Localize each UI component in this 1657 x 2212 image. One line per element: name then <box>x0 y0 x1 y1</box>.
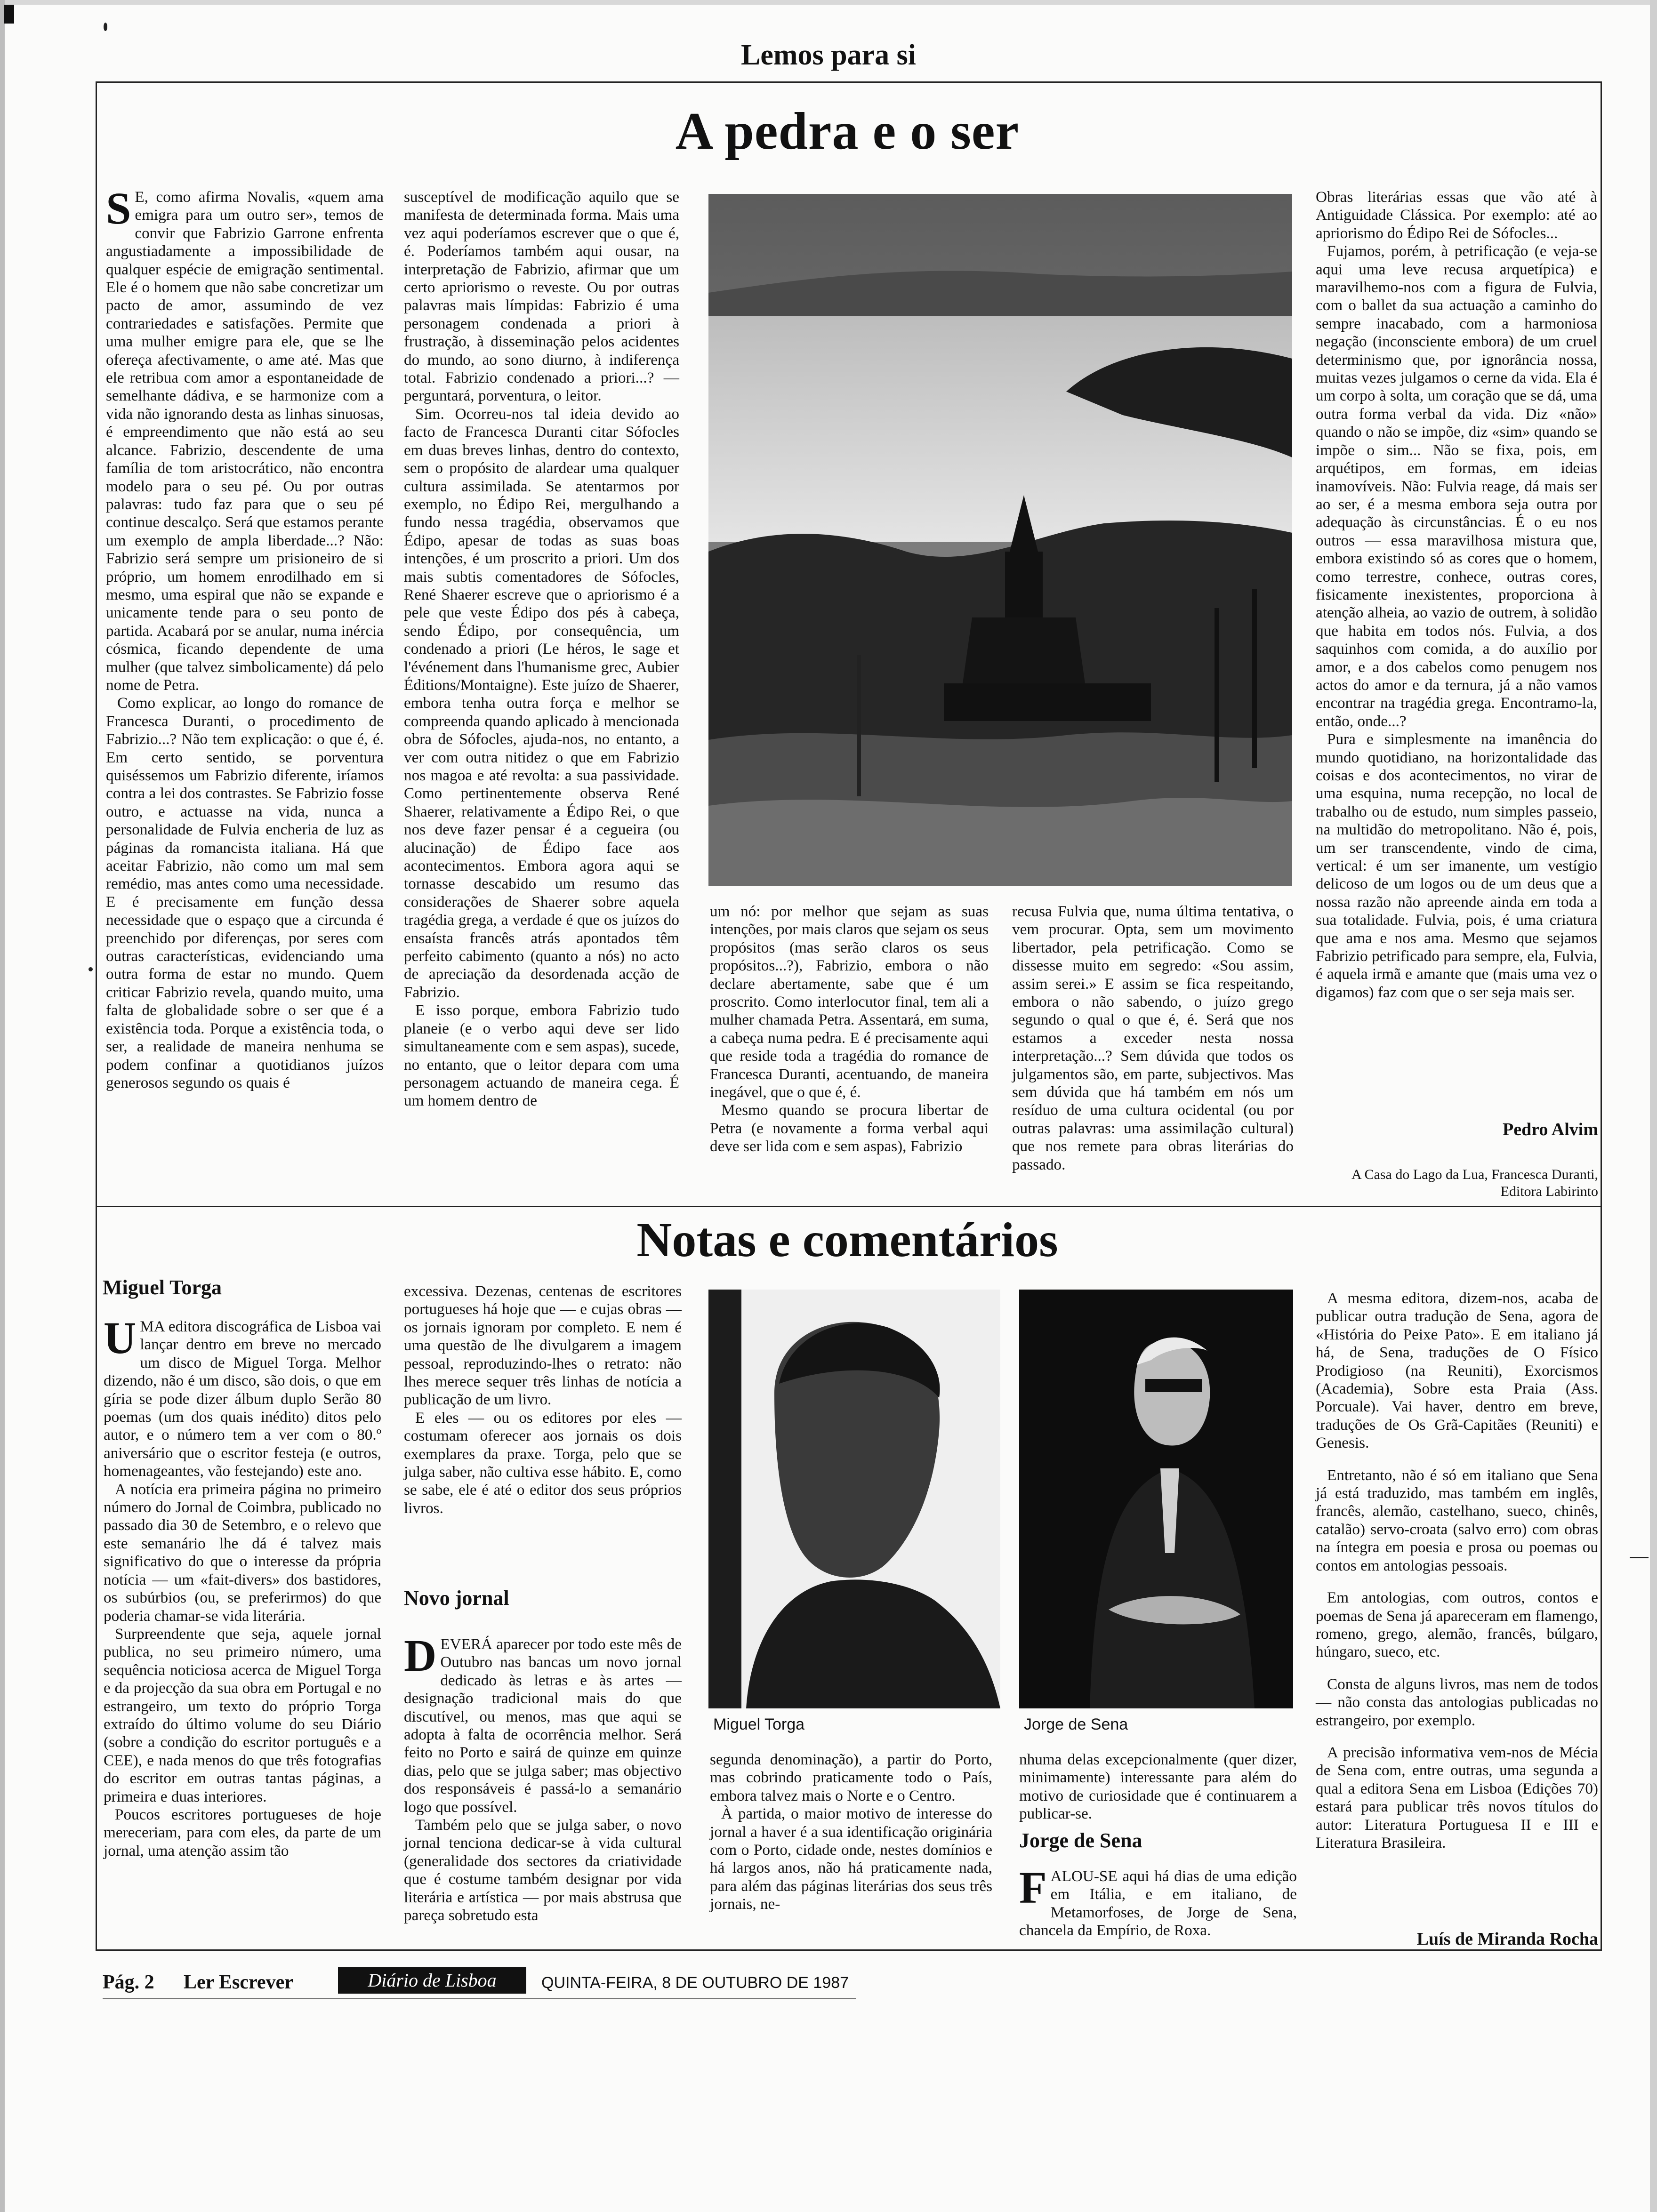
section-kicker: Lemos para si <box>741 39 916 71</box>
torga-column-1 <box>104 1313 381 1860</box>
page-number: Pág. 2 <box>103 1972 154 1993</box>
scan-edge-right <box>1650 0 1657 2212</box>
dropcap: S <box>106 183 131 233</box>
book-source-line1: A Casa do Lago da Lua, Francesca Duranti, <box>1351 1167 1598 1182</box>
footer-rule <box>103 1998 856 1999</box>
paragraph: nhuma delas excepcionalmente (quer dizer, minimamente) interessante para além do motivo de curiosidade que é continuarem a publicar-se. <box>1019 1751 1297 1823</box>
paragraph: Consta de alguns livros, mas nem de todos — não consta das antologias publicadas no estrangeiro, por exemplo. <box>1316 1675 1598 1729</box>
paragraph: Também pelo que se julga saber, o novo jornal tenciona dedicar-se à vida cultural (generalidade dos sectores da criatividade que é costume também designar por vida literária e artística — por mais abstrusa que pareça sobretudo esta <box>404 1816 682 1924</box>
church-lake-illustration <box>708 194 1292 886</box>
paragraph: Em antologias, com outros, contos e poemas de Sena já apareceram em flamengo, romeno, grego, alemão, francês, búlgaro, húngaro, sueco, etc. <box>1316 1589 1598 1661</box>
scan-edge-top <box>0 0 1657 5</box>
paragraph: A mesma editora, dizem-nos, acaba de publicar outra tradução de Sena, agora de «História do Peixe Pato». E em italiano já há, de Sena, traduções de O Físico Prodigioso (na Reuniti), Exorcismos (Academia), Sobre esta Praia (Ass. Porcuale). Vai haver, dentro em breve, traduções de Os Grã-Capitães (Reuniti) e Genesis. <box>1316 1290 1598 1452</box>
torga-column-2 <box>404 1282 682 1517</box>
paragraph: recusa Fulvia que, numa última tentativa, o vem procurar. Opta, sem um movimento libertador, pela petrificação. Como se dissesse muito em segredo: «Sou assim, assim serei.» E assim se fica respeitando, embora o não sabendo, o juízo grego segundo o qual o que é, é. Será que nos estamos a exceder nesta nossa interpretação...? Sem dúvida que todos os julgamentos são, em parte, subjectivos. Mas sem dúvida que há também em nós um resíduo de uma cultura ocidental (ou por outras palavras: uma assimilação cultural) que nos remete para obras literárias do passado. <box>1012 903 1294 1173</box>
paragraph: susceptível de modificação aquilo que se manifesta de determinada forma. Mais uma vez aqui poderíamos escrever que o que é, é. Poderíamos também aqui ousar, na interpretação de Fabrizio, afirmar que um certo apriorismo o reveste. Ou por outras palavras mais límpidas: Fabrizio é uma personagem condenada a priori à frustração, à disseminação pelos acidentes do mundo, ao sono diurno, à indiferença total. Fabrizio condenado a priori...? — perguntará, porventura, o leitor. <box>404 188 679 405</box>
miguel-torga-photo <box>708 1290 1000 1708</box>
book-source-line2: Editora Labirinto <box>1500 1184 1598 1199</box>
paragraph: Obras literárias essas que vão até à Antiguidade Clássica. Por exemplo: até ao apriorismo do Édipo Rei de Sófocles... <box>1316 188 1597 242</box>
article-column-2 <box>404 188 679 1110</box>
paragraph: excessiva. Dezenas, centenas de escritores portugueses há hoje que — e cujas obras — os jornais ignoram por completo. E nem é uma questão de lhe divulgarem a imagem pessoal, reproduzindo-lhes o retrato: não lhes merece sequer três linhas de notícia a publicação de um livro. <box>404 1282 682 1409</box>
dropcap: U <box>104 1313 137 1363</box>
paragraph: Como explicar, ao longo do romance de Francesca Duranti, o procedimento de Fabrizio...? Não tem explicação: o que é, é. Em certo sentido, se porventura quiséssemos um Fabrizio diferente, iríamos contra a lei dos contrastes. Se Fabrizio fosse outro, e actuasse na vida, nunca a personalidade de Fulvia encheria de luz as páginas da romancista italiana. Há que aceitar Fabrizio, não como um mal sem remédio, mas antes como uma necessidade. E é precisamente em função dessa necessidade que o espaço que a circunda é preenchido por diferenças, por seres com outras características, evidenciando uma outra forma de estar no mundo. Quem criticar Fabrizio revela, quando muito, uma falta de globalidade sobre o ser que é a existência toda. Porque a existência toda, o ser, a realidade de maneira nenhuma se podem confinar a quotidianos juízos generosos segundo os quais é <box>106 694 384 1091</box>
jornal-heading: Novo jornal <box>404 1587 509 1610</box>
jornal-column-continued <box>710 1751 992 1914</box>
article-column-4 <box>1012 903 1294 1174</box>
paragraph: segunda denominação), a partir do Porto, mas cobrindo praticamente todo o País, embora talvez mais o Norte e o Centro. <box>710 1751 992 1804</box>
book-source <box>1316 1166 1598 1200</box>
sena-portrait <box>1019 1290 1293 1708</box>
section-title: Notas e comentários <box>636 1213 1058 1267</box>
scan-edge-left <box>0 0 5 2212</box>
paragraph: Pura e simplesmente na imanência do mundo quotidiano, na horizontalidade das coisas e dos acontecimentos, no virar de uma esquina, numa recepção, no local de trabalho ou de estudo, num simples passeio, na multidão do metropolitano. Não é, pois, um ser transcendente, vindo de cima, vertical: é um ser imanente, um vestígio delicoso de um logos ou de um deus que a nossa razão não apreende ainda em toda a sua totalidade. Fulvia, pois, é uma criatura que ama e nos ama. Mesmo que sejamos Fabrizio petrificado para sempre, ela, Fulvia, é aquela irmã e amante que (mais uma vez o digamos) faz com que o ser seja mais ser. <box>1316 730 1597 1001</box>
paragraph: Entretanto, não é só em italiano que Sena já está traduzido, mas também em inglês, francês, alemão, castelhano, sueco, chinês, catalão) servo-croata (salvo erro) com obras na íntegra em poesia e prosa ou poemas ou contos em antologias pessoais. <box>1316 1466 1598 1574</box>
paragraph: EVERÁ aparecer por todo este mês de Outubro nas bancas um novo jornal dedicado às letras e às artes — designação tradicional mais do que discutível, ou menos, mas que aqui se adopta à falta de ocorrência melhor. Será feito no Porto e sairá de quinze em quinze dias, pelo que se julga saber; mas objectivo dos responsáveis é passá-lo a semanário logo que possível. <box>404 1635 682 1816</box>
scan-speck <box>4 5 14 24</box>
paragraph: E, como afirma Novalis, «quem ama emigra para um outro ser», temos de convir que Fabrizio Garrone enfrenta angustiadamente a impossibilidade de qualquer espécie de emigração sentimental. Ele é o homem que não sabe concretizar um pacto de amor, assumindo de vez contrariedades e satisfações. Permite que uma mulher emigre para ele, que se lhe ofereça afectivamente, o ame até. Mas que ele retribua com amor a espontaneidade de semelhante dádiva, e se harmonize com a vida não ignorando desta as linhas sinuosas, é empreendimento que não está ao seu alcance. Fabrizio, descendente de uma família de tom aristocrático, não encontra modelo para o seu pé. Ou por outras palavras: tudo faz para que o seu pé continue descalço. Será que estamos perante um exemplo de ampla liberdade...? Não: Fabrizio será sempre um prisioneiro de si próprio, um homem enrodilhado em si mesmo, uma espiral que não se expande e unicamente tende para o seu ponto de partida. Acabará por se anular, numa inércia cósmica, ficando dependente de uma mulher (que talvez simbolicamente) dá pelo nome de Petra. <box>106 188 384 694</box>
article-column-3 <box>710 903 989 1156</box>
jorge-de-sena-photo <box>1019 1290 1293 1708</box>
issue-date: QUINTA-FEIRA, 8 DE OUTUBRO DE 1987 <box>541 1974 849 1992</box>
jornal-column <box>404 1630 682 1925</box>
paragraph: MA editora discográfica de Lisboa vai lançar dentro em breve no mercado um disco de Miguel Torga. Melhor dizendo, não é um disco, são dois, o que em gíria se pode dizer álbum duplo Serão 80 poemas (um dos quais inédito) ditos pelo autor, e o número tem a ver com o 80.º aniversário que o escritor festeja (e outros, homenageantes, vão festejando) este ano. <box>104 1318 381 1480</box>
paragraph: um nó: por melhor que sejam as suas intenções, por mais claros que sejam os seus propósitos (mas serão claros os seus propósitos...?), Fabrizio, embora o não declare abertamente, sabe que é um proscrito. Como interlocutor final, tem ali a mulher chamada Petra. Assentará, em suma, a cabeça numa pedra. E é precisamente aqui que reside toda a tragédia do romance de Francesca Duranti, acentuando, de maneira inegável, que o que é, é. <box>710 903 989 1101</box>
paragraph: Surpreendente que seja, aquele jornal publica, no seu primeiro número, uma sequência noticiosa acerca de Miguel Torga e da projecção da sua obra em Portugal e no estrangeiro, um texto do próprio Torga extraído do último volume do seu Diário (sobre a condição do escritor português e a CEE), e nada menos do que três fotografias do escritor em outras tantas páginas, a primeira e duas interiores. <box>104 1625 381 1805</box>
scan-speck <box>88 967 93 971</box>
scan-speck <box>1630 1557 1649 1558</box>
sena-column <box>1019 1862 1297 1940</box>
torga-heading: Miguel Torga <box>103 1276 222 1299</box>
paragraph: E eles — ou os editores por eles — costumam oferecer aos jornais os dois exemplares da praxe. Torga, pelo que se julga saber, não cultiva esse hábito. E, como se sabe, ele é até o editor dos seus próprios livros. <box>404 1409 682 1517</box>
paragraph: A notícia era primeira página no primeiro número do Jornal de Coimbra, publicado no passado dia 30 de Setembro, e o relevo que este semanário lhe dá é talvez mais significativo do que o interesse da própria notícia — um «fait-divers» dos bastidores, os subúrbios (ou, se preferirmos) do que poderia chamar-se vida literária. <box>104 1480 381 1625</box>
paragraph: À partida, o maior motivo de interesse do jornal a haver é a sua identificação originária com o Porto, cidade onde, nestes domínios e há largos anos, não há praticamente nada, para além das páginas literárias dos seus três jornais, ne- <box>710 1805 992 1913</box>
paragraph: Mesmo quando se procura libertar de Petra (e novamente a forma verbal aqui deve ser lida com e sem aspas), Fabrizio <box>710 1101 989 1155</box>
sena-lead <box>1019 1751 1297 1823</box>
paragraph: Sim. Ocorreu-nos tal ideia devido ao facto de Francesca Duranti citar Sófocles em duas breves linhas, dentro do contexto, sem o propósito de alardear uma qualquer cultura assimilada. Se atentarmos por exemplo, no Édipo Rei, mergulhando a fundo nessa tragédia, observamos que Édipo, apesar de todas as suas boas intenções, é um proscrito a priori. Um dos mais subtis comentadores de Sófocles, René Shaerer escreve que o apriorismo é a pele que veste Édipo dos pés à cabeça, sendo Édipo, por consequência, um condenado a priori (Le héros, le sage et l'événement dans l'humanisme grec, Aubier Éditions/Montaigne). Este juízo de Shaerer, embora tenha outra força e melhor se compreenda quando aplicado à mencionada obra de Sófocles, ajuda-nos, no entanto, a ver com outra nitidez o que em Fabrizio nos magoa e até revolta: a sua passividade. Como pertinentemente observa René Shaerer, relativamente a Édipo Rei, o que nos deve fazer pensar é a cegueira (ou alucinação) de Édipo face aos acontecimentos. Embora agora aqui se tornasse descabido um resumo das considerações de Shaerer sobre aquela tragédia grega, a verdade é que os juízos do ensaísta francês atrás apontados têm perfeito cabimento (quanto a nós) no acto de apreciação da desordenada acção de Fabrizio. <box>404 405 679 1001</box>
landscape-photo <box>708 194 1292 886</box>
paragraph: ALOU-SE aqui há dias de uma edição em Itália, e em italiano, de Metamorfoses, de Jorge de Sena, chancela da Empírio, de Roxa. <box>1019 1867 1297 1940</box>
jorge-de-sena-caption: Jorge de Sena <box>1024 1715 1128 1733</box>
sena-column-2 <box>1316 1290 1598 1852</box>
paragraph: Poucos escritores portugueses de hoje mereceriam, para com eles, da parte de um jornal, uma atenção assim tão <box>104 1805 381 1859</box>
article-title: A pedra e o ser <box>675 102 1020 160</box>
paragraph: Fujamos, porém, à petrificação (e veja-se aqui uma leve recusa arquetípica) e maravilhemo-nos com a figura de Fulvia, com o ballet da sua actuação a caminho do sempre inacabado, com a harmoniosa negação (inconsciente embora) de um cruel determinismo que, por ignorância nossa, muitas vezes julgamos o cerne da vida. Ela é um corpo à solta, um coração que se dá, uma outra forma verbal da vida. Diz «não» quando o não se impõe, diz «sim» quando se impõe o sim... Não se fixa, pois, em arquétipos, em formas, em ideias inamovíveis. Não: Fulvia reage, dá mais ser ao ser, é a mesma embora seja outra por adequação às circunstâncias. É o eu nos outros — essa maravilhosa mistura que, embora existindo só as cores que o homem, como terrestre, conhece, outras cores, fisicamente inexistentes, proporciona à atenção alheia, ao vazio de outrem, à solidão que habita em todos nós. Fulvia, a dos saquinhos com comida, a do auxílio por amor, e a dos cabelos como penugem nos actos do amor e da ternura, já a não vamos encontrar na tragédia grega. Encontramo-la, então, onde...? <box>1316 242 1597 730</box>
dropcap: F <box>1019 1862 1047 1913</box>
article-column-5 <box>1316 188 1597 1002</box>
paragraph: E isso porque, embora Fabrizio tudo planeie (e o verbo aqui deve ser lido simultaneamente com e sem aspas), sucede, no entanto, que o leitor depara com uma personagem actuando de maneira cega. É um homem dentro de <box>404 1002 679 1110</box>
article-author: Pedro Alvim <box>1502 1120 1598 1139</box>
miguel-torga-caption: Miguel Torga <box>713 1715 805 1733</box>
masthead: Diário de Lisboa <box>338 1967 526 1994</box>
section-author: Luís de Miranda Rocha <box>1416 1929 1598 1949</box>
article-column-1 <box>106 183 384 1092</box>
sena-heading: Jorge de Sena <box>1019 1829 1142 1852</box>
dropcap: D <box>404 1630 437 1681</box>
torga-portrait <box>708 1290 1000 1708</box>
paragraph: A precisão informativa vem-nos de Mécia de Sena com, entre outras, uma segunda a qual a editora Sena em Lisboa (Edições 70) estará para publicar três novos títulos do autor: Literatura Portuguesa II e III e Literatura Brasileira. <box>1316 1743 1598 1851</box>
scan-speck <box>104 23 107 31</box>
section-name: Ler Escrever <box>184 1972 293 1993</box>
